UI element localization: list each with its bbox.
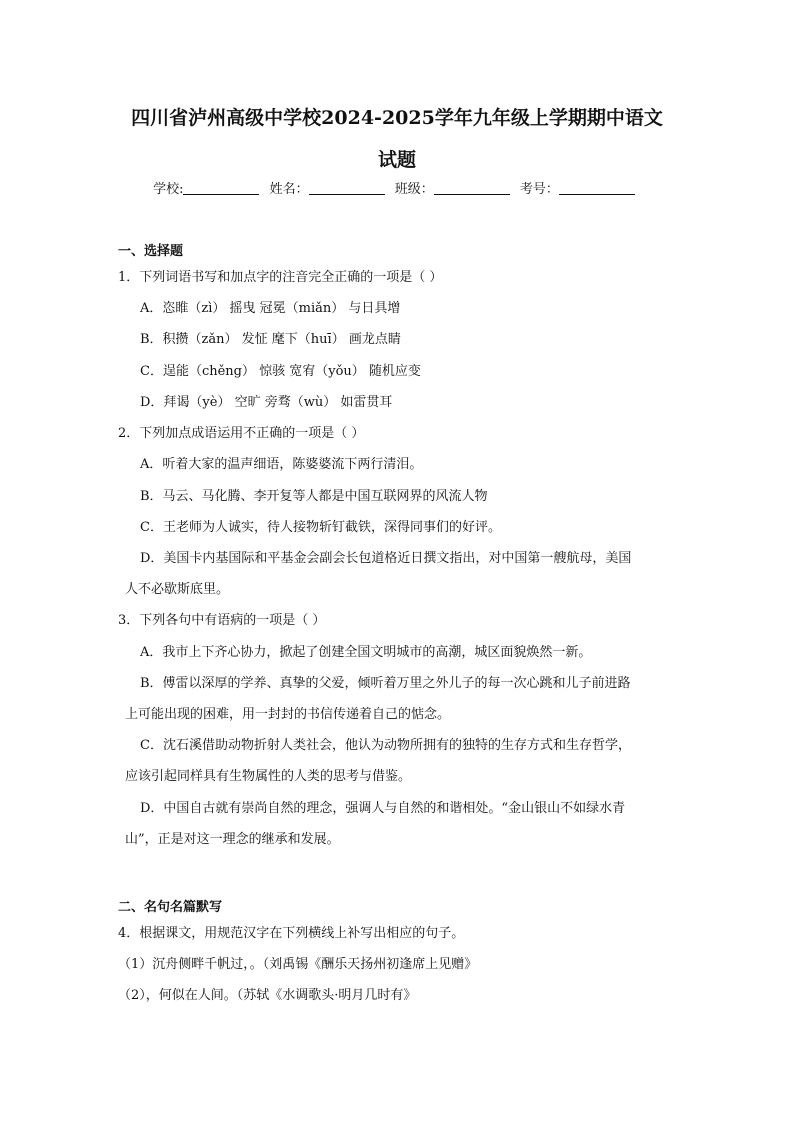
q1-option-d: D．拜谒（yè） 空旷 旁骛（wù） 如雷贯耳 bbox=[140, 395, 393, 410]
q2-option-c: C．王老师为人诚实，待人接物斩钉截铁，深得同事们的好评。 bbox=[140, 520, 501, 535]
q2-option-b: B．马云、马化腾、李开复等人都是中国互联网界的风流人物 bbox=[140, 489, 488, 504]
page-title-line1: 四川省泸州高级中学校2024-2025学年九年级上学期期中语文 bbox=[131, 107, 663, 129]
q2-option-a: A．听着大家的温声细语，陈婆婆流下两行清泪。 bbox=[140, 457, 423, 472]
q4-stem: 4．根据课文，用规范汉字在下列横线上补写出相应的句子。 bbox=[118, 926, 465, 941]
q3-option-b-line1: B．傅雷以深厚的学养、真挚的父爱，倾听着万里之外儿子的每一次心跳和儿子前进路 bbox=[140, 676, 631, 691]
class-blank bbox=[434, 182, 510, 195]
q2-stem: 2．下列加点成语运用不正确的一项是（ ） bbox=[118, 426, 365, 441]
name-label: 姓名： bbox=[269, 182, 309, 197]
q1-option-c: C．逞能（chěng） 惊骇 宽宥（yǒu） 随机应变 bbox=[140, 364, 421, 379]
page-title-line2: 试题 bbox=[377, 149, 416, 171]
q3-stem: 3．下列各句中有语病的一项是（ ） bbox=[118, 613, 326, 628]
q1-option-b: B．积攒（zǎn） 发怔 麾下（huī） 画龙点睛 bbox=[140, 332, 401, 347]
q4-sentence-1: （1）沉舟侧畔千帆过，。（刘禹锡《酬乐天扬州初逢席上见赠》 bbox=[118, 957, 478, 972]
school-blank bbox=[183, 182, 259, 195]
q3-option-c-line2: 应该引起同样具有生物属性的人类的思考与借鉴。 bbox=[125, 769, 412, 784]
q3-option-a: A．我市上下齐心协力，掀起了创建全国文明城市的高潮，城区面貌焕然一新。 bbox=[140, 645, 592, 660]
q4-sentence-2: （2），何似在人间。（苏轼《水调歌头·明月几时有》 bbox=[118, 988, 417, 1003]
class-label: 班级： bbox=[394, 182, 434, 197]
q2-option-d-line1: D．美国卡内基国际和平基金会副会长包道格近日撰文指出，对中国第一艘航母，美国 bbox=[140, 551, 632, 566]
q1-option-a: A．恣睢（zì） 摇曳 冠冕（miǎn） 与日具增 bbox=[140, 301, 401, 316]
q2-option-d-line2: 人不必歇斯底里。 bbox=[125, 582, 230, 597]
name-blank bbox=[309, 182, 385, 195]
q1-stem: 1．下列词语书写和加点字的注音完全正确的一项是（ ） bbox=[118, 270, 443, 285]
number-label: 考号： bbox=[519, 182, 559, 197]
number-blank bbox=[559, 182, 635, 195]
q3-option-c-line1: C．沈石溪借助动物折射人类社会，他认为动物所拥有的独特的生存方式和生存哲学， bbox=[140, 738, 631, 753]
q3-option-d-line1: D．中国自古就有崇尚自然的理念，强调人与自然的和谐相处。“金山银山不如绿水青 bbox=[140, 801, 626, 816]
section2-heading: 二、名句名篇默写 bbox=[118, 900, 223, 915]
school-label: 学校: bbox=[153, 182, 184, 197]
section1-heading: 一、选择题 bbox=[118, 244, 184, 259]
q3-option-b-line2: 上可能出现的困难，用一封封的书信传递着自己的惦念。 bbox=[125, 707, 451, 722]
q3-option-d-line2: 山”，正是对这一理念的继承和发展。 bbox=[125, 832, 340, 847]
student-info-row bbox=[0, 181, 794, 199]
